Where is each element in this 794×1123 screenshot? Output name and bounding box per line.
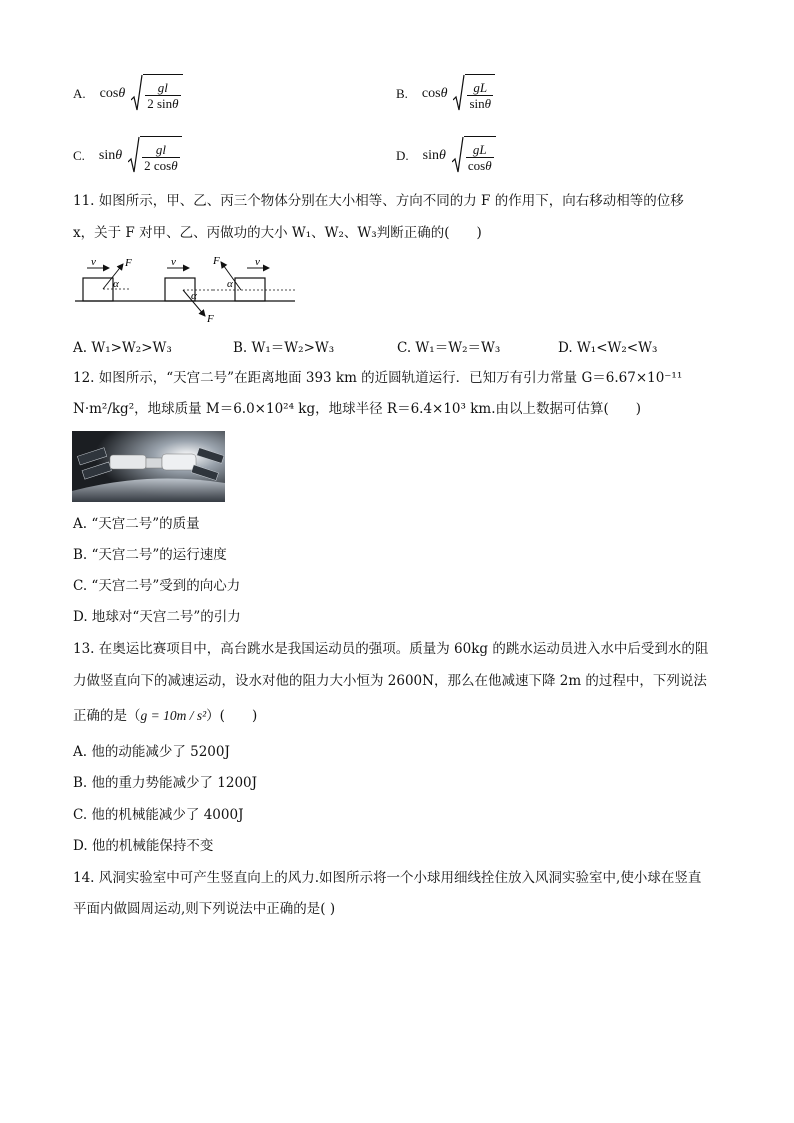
label-alpha1: α [113,278,119,290]
fraction-numerator: gL [473,79,488,95]
label-F3: F [213,255,220,267]
trig-fn: cos [99,86,119,101]
sqrt-expression [131,74,182,114]
theta-symbol: θ [438,148,446,163]
gravity-formula: g = 10m / s² [140,708,207,723]
block-bing [235,278,265,301]
option-10-d[interactable] [396,136,496,176]
fraction-numerator: gl [155,141,166,157]
den-trig: sin [156,95,173,111]
option-12-a[interactable]: A. “天宫二号”的质量 [73,516,200,532]
label-v3: v [255,256,260,268]
option-label: B. [396,86,408,101]
den-coef: 2 [144,157,151,173]
force-diagram [73,252,298,324]
question-11-stem-line1: 11. 如图所示，甲、乙、丙三个物体分别在大小相等、方向不同的力 F 的作用下，向右移动相等的位移 [73,193,684,209]
option-13-c[interactable]: C. 他的机械能减少了 4000J [73,807,244,823]
theta-symbol: θ [172,95,179,111]
label-v2: v [171,256,176,268]
label-alpha3: α [227,278,233,290]
fraction-numerator: gL [472,141,487,157]
theta-symbol: θ [171,157,178,173]
question-14-stem-line1: 14. 风洞实验室中可产生竖直向上的风力.如图所示将一个小球用细线拴住放入风洞实验室中,使小球在竖直 [73,870,702,886]
label-alpha2: α [191,290,197,302]
option-13-d[interactable]: D. 他的机械能保持不变 [73,838,214,854]
question-13-stem-line1: 13. 在奥运比赛项目中，高台跳水是我国运动员的强项。质量为 60kg 的跳水运动员进入水中后受到水的阻 [73,641,709,657]
den-trig: cos [467,157,486,173]
option-11-a[interactable]: A. W₁>W₂>W₃ [73,340,172,356]
option-10-a[interactable] [73,74,183,114]
trig-fn: sin [422,148,439,163]
trig-fn: sin [98,148,116,163]
trig-fn: cos [421,86,441,101]
den-trig: sin [469,95,485,111]
option-label: D. [396,148,409,163]
option-11-c[interactable]: C. W₁＝W₂＝W₃ [397,340,501,356]
label-F1: F [125,257,132,269]
stem-prefix: 正确的是（ [73,708,141,724]
den-trig: cos [153,157,172,173]
space-station-photo [72,431,225,502]
question-12-stem-line2: N·m²/kg²，地球质量 M＝6.0×10²⁴ kg，地球半径 R＝6.4×10³ km.由以上数据可估算( ) [73,401,642,417]
option-label: A. [73,86,86,101]
theta-symbol: θ [484,95,492,111]
question-14-stem-line2: 平面内做圆周运动,则下列说法中正确的是( ) [73,901,336,917]
option-12-c[interactable]: C. “天宫二号”受到的向心力 [73,578,241,594]
option-11-d[interactable]: D. W₁<W₂<W₃ [558,340,658,356]
option-10-b[interactable] [396,74,495,114]
theta-symbol: θ [485,157,492,173]
option-12-d[interactable]: D. 地球对“天宫二号”的引力 [73,609,241,625]
den-coef: 2 [147,95,154,111]
option-label: C. [73,148,85,163]
theta-symbol: θ [115,148,123,163]
stem-suffix: ）( ) [206,708,258,724]
question-13-stem-line2: 力做竖直向下的减速运动，设水对他的阻力大小恒为 2600N，那么在他减速下降 2m 的过程中，下列说法 [73,673,707,689]
option-13-a[interactable]: A. 他的动能减少了 5200J [73,744,230,760]
option-11-b[interactable]: B. W₁＝W₂>W₃ [233,340,335,356]
label-F2: F [207,313,214,324]
question-11-stem-line2: x，关于 F 对甲、乙、丙做功的大小 W₁、W₂、W₃判断正确的( ) [73,225,482,241]
question-13-stem-line3 [73,707,257,725]
option-13-b[interactable]: B. 他的重力势能减少了 1200J [73,775,258,791]
sqrt-expression [452,136,496,176]
question-12-stem-line1: 12. 如图所示，“天宫二号”在距离地面 393 km 的近圆轨道运行．已知万有引力常量 G＝6.67×10⁻¹¹ [73,370,683,386]
sqrt-expression [128,136,181,176]
fraction-numerator: gl [157,79,168,95]
theta-symbol: θ [440,86,448,101]
sqrt-expression [453,74,495,114]
option-12-b[interactable]: B. “天宫二号”的运行速度 [73,547,227,563]
option-10-c[interactable] [73,136,182,176]
theta-symbol: θ [118,86,126,101]
label-v1: v [91,256,96,268]
